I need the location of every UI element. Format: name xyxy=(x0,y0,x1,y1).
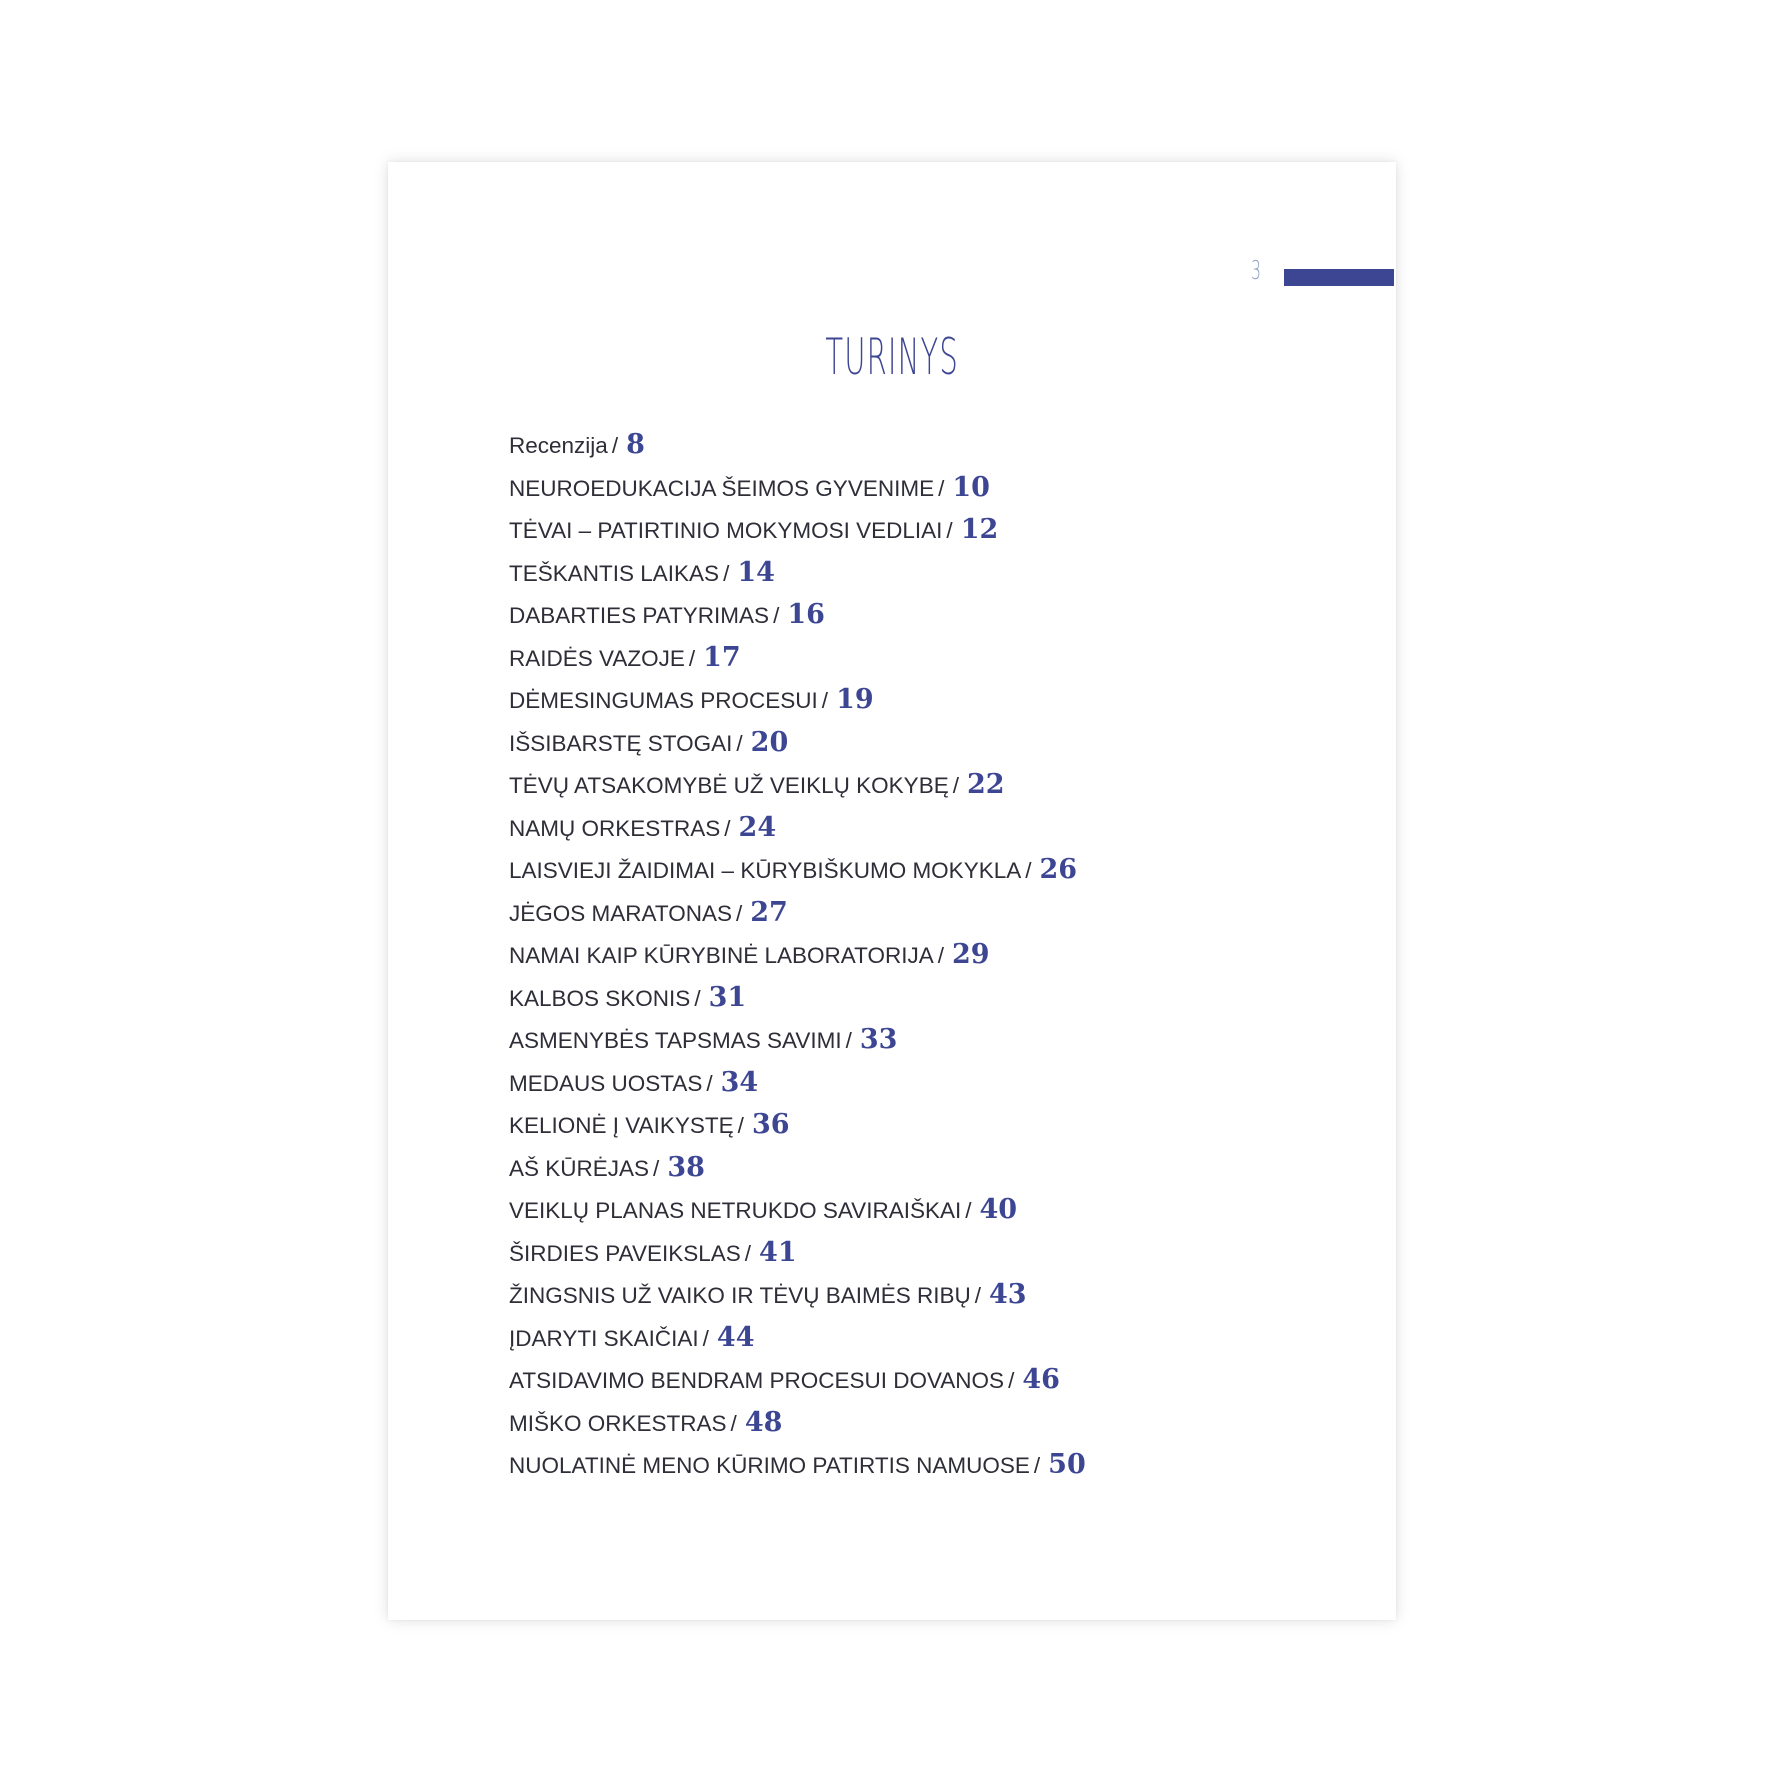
table-of-contents xyxy=(509,424,1086,1487)
toc-entry-title: MEDAUS UOSTAS xyxy=(509,1070,703,1096)
toc-entry-title: NEUROEDUKACIJA ŠEIMOS GYVENIME xyxy=(509,475,935,501)
toc-entry-title: Recenzija xyxy=(509,433,608,458)
toc-entry-separator: / xyxy=(694,985,701,1011)
toc-entry[interactable] xyxy=(509,977,1086,1020)
toc-entry-title: MIŠKO ORKESTRAS xyxy=(509,1410,727,1436)
toc-entry-separator: / xyxy=(937,943,944,968)
toc-entry-page-number: 14 xyxy=(737,556,775,588)
toc-entry-separator: / xyxy=(688,645,696,671)
toc-entry-page-number: 41 xyxy=(759,1236,797,1268)
toc-entry[interactable] xyxy=(509,1359,1086,1402)
toc-entry-page-number: 31 xyxy=(708,981,747,1013)
toc-entry-separator: / xyxy=(611,433,619,458)
toc-entry-title: NAMŲ ORKESTRAS xyxy=(509,815,721,841)
toc-entry-page-number: 48 xyxy=(744,1406,783,1438)
toc-entry-page-number: 8 xyxy=(626,429,645,460)
toc-entry[interactable] xyxy=(509,594,1086,637)
toc-entry-separator: / xyxy=(773,603,780,628)
toc-entry-title: NAMAI KAIP KŪRYBINĖ LABORATORIJA xyxy=(509,943,934,968)
toc-entry[interactable] xyxy=(509,722,1086,765)
toc-entry[interactable] xyxy=(509,764,1086,807)
toc-entry-title: ATSIDAVIMO BENDRAM PROCESUI DOVANOS xyxy=(509,1368,1005,1393)
toc-entry-separator: / xyxy=(706,1070,713,1096)
toc-entry-separator: / xyxy=(1025,858,1032,883)
toc-entry-page-number: 10 xyxy=(952,471,990,503)
toc-entry-title: ASMENYBĖS TAPSMAS SAVIMI xyxy=(509,1028,842,1053)
toc-entry-page-number: 36 xyxy=(751,1109,790,1140)
toc-entry-page-number: 33 xyxy=(859,1024,898,1055)
toc-entry-title: KELIONĖ Į VAIKYSTĘ xyxy=(509,1113,734,1138)
toc-entry-page-number: 22 xyxy=(966,769,1005,800)
toc-entry-page-number: 44 xyxy=(716,1321,755,1353)
toc-entry[interactable] xyxy=(509,1317,1086,1360)
toc-entry-page-number: 19 xyxy=(836,684,874,715)
toc-entry-title: DABARTIES PATYRIMAS xyxy=(509,603,770,628)
toc-entry-title: ĮDARYTI SKAIČIAI xyxy=(509,1325,699,1351)
toc-entry[interactable] xyxy=(509,552,1086,595)
toc-entry[interactable] xyxy=(509,1147,1086,1190)
toc-entry-page-number: 46 xyxy=(1022,1364,1060,1395)
toc-entry-title: DĖMESINGUMAS PROCESUI xyxy=(509,688,818,713)
toc-entry-page-number: 38 xyxy=(667,1151,705,1183)
toc-entry[interactable] xyxy=(509,1019,1086,1062)
toc-entry-separator: / xyxy=(735,900,743,926)
toc-entry-page-number: 34 xyxy=(720,1066,759,1098)
toc-entry[interactable] xyxy=(509,1444,1086,1487)
toc-entry-page-number: 12 xyxy=(960,514,999,545)
toc-entry-separator: / xyxy=(974,1283,982,1308)
toc-entry[interactable] xyxy=(509,467,1086,510)
toc-entry[interactable] xyxy=(509,892,1086,935)
toc-entry-separator: / xyxy=(736,730,743,756)
toc-entry-title: AŠ KŪRĖJAS xyxy=(509,1155,650,1181)
toc-entry-page-number: 29 xyxy=(951,939,990,970)
toc-entry-page-number: 50 xyxy=(1048,1449,1086,1480)
toc-entry[interactable] xyxy=(509,934,1086,977)
toc-entry-title: TĖVAI – PATIRTINIO MOKYMOSI VEDLIAI xyxy=(509,518,943,543)
toc-entry-title: ŽINGSNIS UŽ VAIKO IR TĖVŲ BAIMĖS RIBŲ xyxy=(509,1283,971,1308)
toc-entry-title: VEIKLŲ PLANAS NETRUKDO SAVIRAIŠKAI xyxy=(509,1198,962,1223)
toc-entry-page-number: 24 xyxy=(738,811,777,843)
toc-entry-separator: / xyxy=(821,688,829,713)
toc-entry[interactable] xyxy=(509,849,1086,892)
toc-entry-separator: / xyxy=(845,1028,852,1053)
toc-entry-title: RAIDĖS VAZOJE xyxy=(509,645,685,671)
toc-entry-separator: / xyxy=(744,1240,752,1266)
toc-entry-separator: / xyxy=(730,1410,737,1436)
toc-entry-page-number: 43 xyxy=(989,1279,1027,1310)
page-accent-bar xyxy=(1284,269,1394,286)
toc-entry-separator: / xyxy=(1033,1453,1041,1478)
toc-entry-page-number: 26 xyxy=(1039,854,1078,885)
toc-entry-title: IŠSIBARSTĘ STOGAI xyxy=(509,730,733,756)
toc-entry-title: JĖGOS MARATONAS xyxy=(509,900,732,926)
toc-entry[interactable] xyxy=(509,679,1086,722)
toc-entry-title: NUOLATINĖ MENO KŪRIMO PATIRTIS NAMUOSE xyxy=(509,1453,1030,1478)
toc-entry[interactable] xyxy=(509,1232,1086,1275)
toc-entry-page-number: 20 xyxy=(750,726,789,758)
toc-entry-title: ŠIRDIES PAVEIKSLAS xyxy=(509,1240,741,1266)
toc-entry-page-number: 40 xyxy=(979,1194,1018,1225)
toc-entry-page-number: 17 xyxy=(703,641,741,673)
toc-entry-separator: / xyxy=(965,1198,972,1223)
toc-entry[interactable] xyxy=(509,509,1086,552)
toc-entry-separator: / xyxy=(653,1155,660,1181)
toc-entry[interactable] xyxy=(509,1189,1086,1232)
toc-entry-title: KALBOS SKONIS xyxy=(509,985,691,1011)
toc-entry[interactable] xyxy=(509,1402,1086,1445)
toc-entry-title: TEŠKANTIS LAIKAS xyxy=(509,560,720,586)
toc-entry[interactable] xyxy=(509,1104,1086,1147)
page-number: 3 xyxy=(1251,256,1261,286)
toc-entry-title: TĖVŲ ATSAKOMYBĖ UŽ VEIKLŲ KOKYBĘ xyxy=(509,773,949,798)
page-title xyxy=(388,328,1396,386)
toc-entry-separator: / xyxy=(1008,1368,1015,1393)
toc-entry-separator: / xyxy=(938,475,945,501)
toc-entry-separator: / xyxy=(723,560,730,586)
toc-entry[interactable] xyxy=(509,424,1086,467)
document-page xyxy=(388,162,1396,1620)
toc-entry[interactable] xyxy=(509,807,1086,850)
page-title-text: TURINYS xyxy=(825,328,959,386)
toc-entry-separator: / xyxy=(702,1325,709,1351)
toc-entry-separator: / xyxy=(946,518,953,543)
toc-entry[interactable] xyxy=(509,1062,1086,1105)
toc-entry-page-number: 16 xyxy=(787,599,825,630)
toc-entry-separator: / xyxy=(952,773,959,798)
toc-entry-separator: / xyxy=(737,1113,744,1138)
toc-entry-separator: / xyxy=(724,815,731,841)
toc-entry-title: LAISVIEJI ŽAIDIMAI – KŪRYBIŠKUMO MOKYKLA xyxy=(509,858,1022,883)
toc-entry[interactable] xyxy=(509,637,1086,680)
toc-entry-page-number: 27 xyxy=(750,896,788,928)
toc-entry[interactable] xyxy=(509,1274,1086,1317)
